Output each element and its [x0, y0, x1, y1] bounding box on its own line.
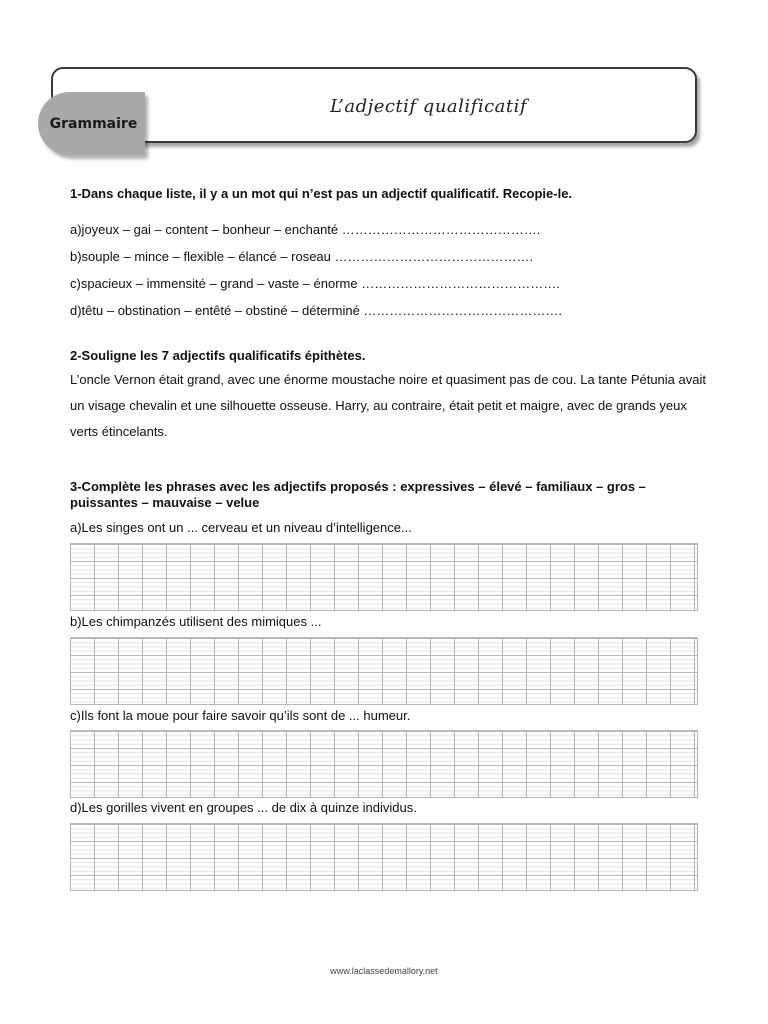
- writing-grid-a[interactable]: [70, 543, 698, 611]
- ex3-instruction-line2: puissantes – mauvaise – velue: [70, 495, 260, 510]
- writing-grid-c[interactable]: [70, 730, 698, 798]
- ex2-instruction: 2-Souligne les 7 adjectifs qualificatifs épithètes.: [70, 348, 366, 363]
- ex1-line-c: c)spacieux – immensité – grand – vaste – énorme ……………………………………….: [70, 276, 560, 291]
- tab-label: Grammaire: [49, 115, 138, 132]
- page-title: L’adjectif qualificatif: [330, 96, 528, 117]
- ex1-instruction: 1-Dans chaque liste, il y a un mot qui n’est pas un adjectif qualificatif. Recopie-le.: [70, 186, 573, 201]
- ex3-sentence-b: b)Les chimpanzés utilisent des mimiques ...: [70, 614, 322, 629]
- ex3-sentence-a: a)Les singes ont un ... cerveau et un niveau d’intelligence...: [70, 520, 412, 535]
- writing-grid-d[interactable]: [70, 823, 698, 891]
- ex1-line-a: a)joyeux – gai – content – bonheur – enchanté ……………………………………….: [70, 222, 541, 237]
- ex1-line-b: b)souple – mince – flexible – élancé – roseau ……………………………………….: [70, 249, 534, 264]
- ex3-sentence-d: d)Les gorilles vivent en groupes ... de dix à quinze individus.: [70, 800, 417, 815]
- ex3-instruction-line1: 3-Complète les phrases avec les adjectifs proposés : expressives – élevé – familiaux – gros –: [70, 479, 646, 494]
- ex2-text: L’oncle Vernon était grand, avec une énorme moustache noire et quasiment pas de cou. La tante Pétunia avait un visage chevalin et une silhouette osseuse. Harry, au contraire, était petit et maigre, avec de grands yeux verts étincelants.: [70, 372, 706, 439]
- grammaire-tab: [38, 92, 145, 155]
- ex1-line-d: d)têtu – obstination – entêté – obstiné – déterminé ……………………………………….: [70, 303, 563, 318]
- writing-grid-b[interactable]: [70, 637, 698, 705]
- footer-url: www.laclassedemallory.net: [330, 966, 438, 976]
- ex3-sentence-c: c)Ils font la moue pour faire savoir qu’ils sont de ... humeur.: [70, 708, 411, 723]
